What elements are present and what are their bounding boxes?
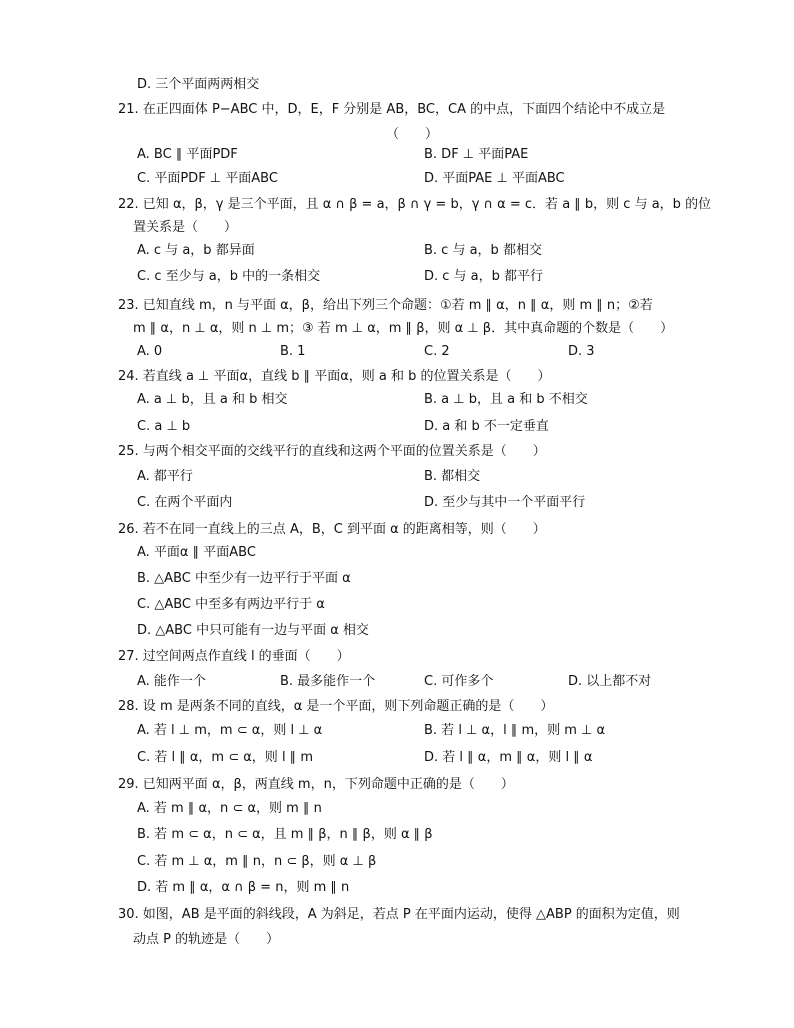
text-line: C. a ⊥ b (137, 419, 191, 434)
text-line: D. 至少与其中一个平面平行 (424, 495, 586, 510)
text-line: A. 若 l ⊥ m，m ⊂ α，则 l ⊥ α (137, 723, 323, 738)
text-line: B. 若 l ⊥ α，l ∥ m，则 m ⊥ α (424, 723, 606, 738)
text-line: B. c 与 a，b 都相交 (424, 243, 542, 258)
text-line: A. 若 m ∥ α，n ⊂ α，则 m ∥ n (137, 801, 322, 816)
text-line: 26. 若不在同一直线上的三点 A，B，C 到平面 α 的距离相等，则（ ） (118, 522, 546, 537)
text-line: C. 平面PDF ⊥ 平面ABC (137, 171, 278, 186)
text-line: C. 可作多个 (424, 674, 494, 689)
text-line: D. c 与 a，b 都平行 (424, 269, 544, 284)
text-line: A. BC ∥ 平面PDF (137, 147, 238, 162)
text-line: B. 1 (280, 344, 306, 359)
text-line: D. 若 m ∥ α，α ∩ β = n，则 m ∥ n (137, 880, 350, 895)
text-line: 28. 设 m 是两条不同的直线，α 是一个平面，则下列命题正确的是（ ） (118, 699, 554, 714)
text-line: B. 若 m ⊂ α，n ⊂ α，且 m ∥ β，n ∥ β，则 α ∥ β (137, 827, 433, 842)
text-line: 22. 已知 α，β，γ 是三个平面，且 α ∩ β = a，β ∩ γ = b，γ ∩ α = c．若 a ∥ b，则 c 与 a，b 的位 (118, 197, 712, 212)
text-line: C. 若 m ⊥ α，m ∥ n，n ⊂ β，则 α ⊥ β (137, 854, 377, 869)
text-line: C. 在两个平面内 (137, 495, 233, 510)
text-line: 29. 已知两平面 α，β，两直线 m，n，下列命题中正确的是（ ） (118, 777, 514, 792)
text-line: B. △ABC 中至少有一边平行于平面 α (137, 571, 351, 586)
text-line: 动点 P 的轨迹是（ ） (133, 932, 280, 947)
text-line: D. 3 (568, 344, 595, 359)
text-line: 置关系是（ ） (133, 220, 238, 235)
text-line: D. a 和 b 不一定垂直 (424, 419, 549, 434)
text-line: A. 平面α ∥ 平面ABC (137, 545, 256, 560)
text-line: D. △ABC 中只可能有一边与平面 α 相交 (137, 623, 369, 638)
text-line: （ ） (386, 127, 439, 142)
text-line: 21. 在正四面体 P−ABC 中，D，E，F 分别是 AB，BC，CA 的中点，下面四个结论中不成立是 (118, 102, 666, 117)
text-line: B. 都相交 (424, 469, 481, 484)
text-line: A. 0 (137, 344, 163, 359)
text-line: 24. 若直线 a ⊥ 平面α，直线 b ∥ 平面α，则 a 和 b 的位置关系是（ ） (118, 369, 551, 384)
text-line: A. a ⊥ b，且 a 和 b 相交 (137, 392, 288, 407)
text-line: D. 若 l ∥ α，m ∥ α，则 l ∥ α (424, 750, 593, 765)
text-line: m ∥ α，n ⊥ α，则 n ⊥ m；③ 若 m ⊥ α，m ∥ β，则 α ⊥ β．其中真命题的个数是（ ） (133, 321, 674, 336)
text-line: 23. 已知直线 m，n 与平面 α，β，给出下列三个命题：①若 m ∥ α，n ∥ α，则 m ∥ n；②若 (118, 298, 653, 313)
text-line: D. 平面PAE ⊥ 平面ABC (424, 171, 565, 186)
text-line: B. DF ⊥ 平面PAE (424, 147, 529, 162)
text-line: A. c 与 a，b 都异面 (137, 243, 255, 258)
text-line: C. △ABC 中至多有两边平行于 α (137, 597, 325, 612)
text-line: C. 2 (424, 344, 450, 359)
text-line: B. 最多能作一个 (280, 674, 376, 689)
text-line: C. c 至少与 a，b 中的一条相交 (137, 269, 321, 284)
text-line: B. a ⊥ b，且 a 和 b 不相交 (424, 392, 588, 407)
text-line: D. 以上都不对 (568, 674, 652, 689)
text-line: C. 若 l ∥ α，m ⊂ α，则 l ∥ m (137, 750, 313, 765)
text-line: 30. 如图，AB 是平面的斜线段，A 为斜足，若点 P 在平面内运动，使得 △ABP 的面积为定值，则 (118, 907, 680, 922)
text-line: 27. 过空间两点作直线 l 的垂面（ ） (118, 649, 350, 664)
text-line: D. 三个平面两两相交 (137, 77, 260, 92)
text-line: A. 能作一个 (137, 674, 206, 689)
text-line: 25. 与两个相交平面的交线平行的直线和这两个平面的位置关系是（ ） (118, 444, 546, 459)
text-line: A. 都平行 (137, 469, 193, 484)
